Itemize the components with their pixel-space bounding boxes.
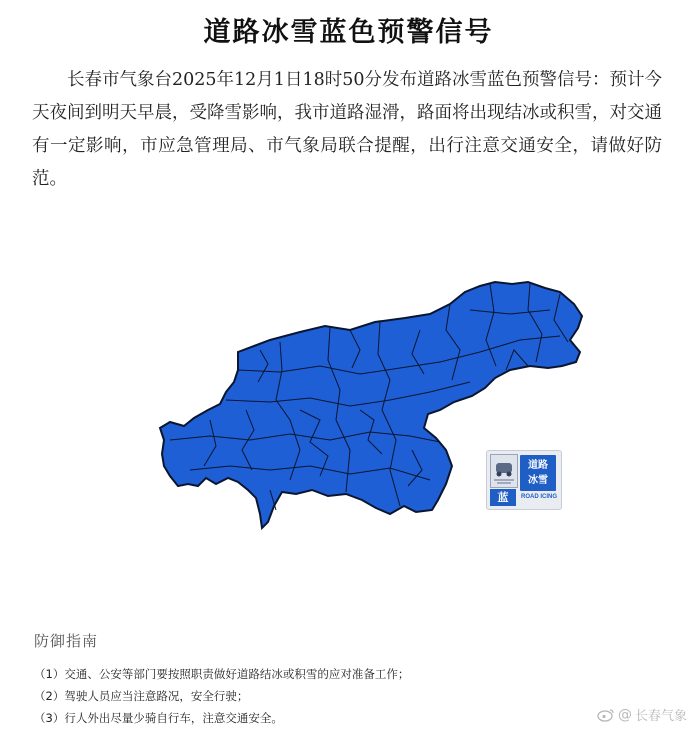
guide-item-3: （3）行人外出尽量少骑自行车，注意交通安全。	[34, 711, 283, 725]
guide-item-2: （2）驾驶人员应当注意路况，安全行驶；	[34, 689, 249, 703]
weibo-icon	[597, 708, 615, 722]
badge-label	[520, 455, 556, 491]
page-title: 道路冰雪蓝色预警信号	[203, 17, 494, 48]
badge-label-line1: 道路	[528, 460, 548, 471]
badge-english: ROAD ICING	[521, 494, 557, 500]
weibo-watermark	[597, 705, 687, 724]
car-skid-icon	[490, 454, 518, 488]
watermark-at: @	[617, 706, 632, 723]
road-icing-blue-badge	[486, 450, 562, 510]
warning-body-text: 长春市气象台2025年12月1日18时50分发布道路冰雪蓝色预警信号：预计今天夜间到明天早晨，受降雪影响，我市道路湿滑，路面将出现结冰或积雪，对交通有一定影响，市应急管理局、市气象局联合提醒，出行注意交通安全，请做好防范。	[32, 70, 662, 189]
badge-label-line2: 冰雪	[528, 475, 548, 486]
guide-title: 防御指南	[34, 632, 99, 650]
badge-level: 蓝	[490, 489, 516, 506]
guide-item-1: （1）交通、公安等部门要按照职责做好道路结冰或积雪的应对准备工作；	[34, 667, 410, 681]
watermark-name: 长春气象	[634, 709, 687, 724]
